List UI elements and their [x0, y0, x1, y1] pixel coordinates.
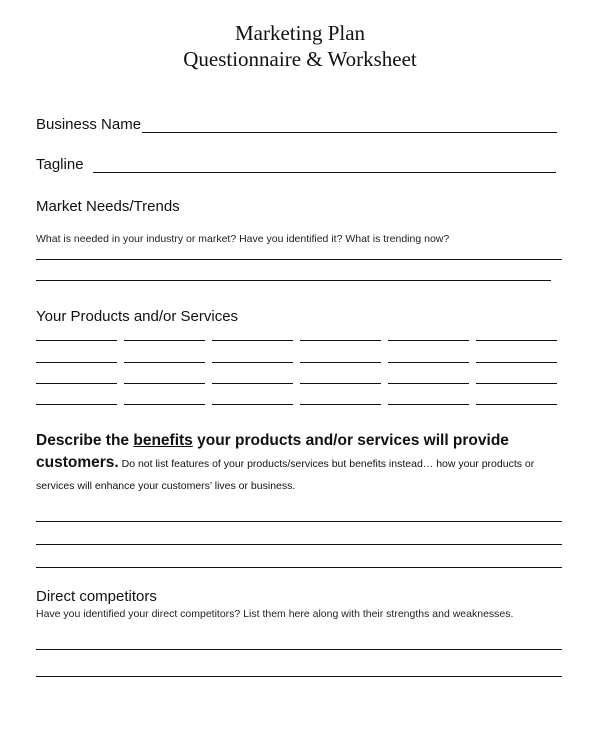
products-blank[interactable]: [212, 404, 293, 405]
competitors-heading: Direct competitors: [36, 588, 157, 605]
products-blank[interactable]: [36, 383, 117, 384]
title-line-1: Marketing Plan: [234, 21, 366, 45]
products-blank[interactable]: [388, 383, 469, 384]
products-blank[interactable]: [124, 404, 205, 405]
benefits-note: Do not list features of your products/services but benefits instead… how your products or services will enhance your customers’ lives or business.: [36, 458, 535, 492]
benefits-heading-part2: your products and/or services will provide: [192, 432, 509, 449]
benefits-answer-line-2[interactable]: [36, 544, 562, 545]
benefits-answer-line-3[interactable]: [36, 567, 562, 568]
market-needs-heading: Market Needs/Trends: [36, 198, 180, 215]
market-answer-line-1[interactable]: [36, 259, 562, 260]
benefits-heading-line2: customers.: [36, 454, 119, 471]
products-blank[interactable]: [476, 340, 557, 341]
products-blank[interactable]: [300, 362, 381, 363]
benefits-heading-part1: Describe the: [36, 432, 134, 449]
business-name-label: Business Name: [36, 116, 142, 133]
products-blank[interactable]: [36, 340, 117, 341]
competitors-answer-line-1[interactable]: [36, 649, 562, 650]
products-blank[interactable]: [388, 362, 469, 363]
products-blank[interactable]: [124, 340, 205, 341]
competitors-prompt: Have you identified your direct competitors? List them here along with their strengths and weaknesses.: [36, 608, 514, 620]
products-blank[interactable]: [124, 362, 205, 363]
products-blank[interactable]: [300, 340, 381, 341]
products-blank[interactable]: [388, 340, 469, 341]
products-blank[interactable]: [212, 383, 293, 384]
products-blank[interactable]: [300, 404, 381, 405]
products-blank[interactable]: [212, 340, 293, 341]
benefits-section: [36, 430, 566, 496]
products-blank[interactable]: [36, 362, 117, 363]
benefits-answer-line-1[interactable]: [36, 521, 562, 522]
tagline-field[interactable]: [93, 172, 556, 173]
products-blank[interactable]: [476, 362, 557, 363]
market-needs-prompt: What is needed in your industry or market? Have you identified it? What is trending now?: [36, 233, 450, 245]
benefits-heading-emphasis: benefits: [133, 432, 193, 449]
products-blank[interactable]: [388, 404, 469, 405]
products-blank[interactable]: [124, 383, 205, 384]
products-blank[interactable]: [476, 383, 557, 384]
title-line-2: Questionnaire & Worksheet: [183, 47, 417, 71]
products-blank[interactable]: [212, 362, 293, 363]
market-answer-line-2[interactable]: [36, 280, 551, 281]
business-name-field[interactable]: [142, 132, 557, 133]
products-blank[interactable]: [476, 404, 557, 405]
tagline-label: Tagline: [36, 156, 84, 173]
competitors-answer-line-2[interactable]: [36, 676, 562, 677]
products-blank[interactable]: [36, 404, 117, 405]
products-services-heading: Your Products and/or Services: [36, 308, 239, 325]
products-blank[interactable]: [300, 383, 381, 384]
